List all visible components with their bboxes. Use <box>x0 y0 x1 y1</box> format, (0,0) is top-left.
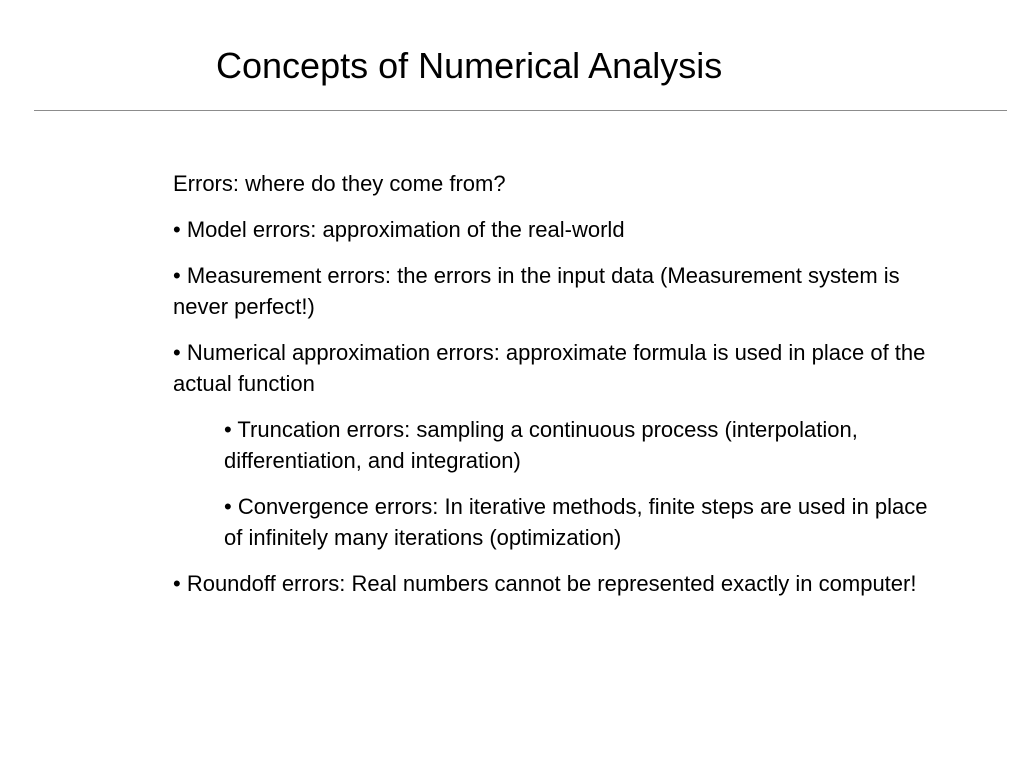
bullet-numerical-approximation-errors: • Numerical approximation errors: approximate formula is used in place of the actual function <box>173 340 926 396</box>
intro-text: Errors: where do they come from? <box>173 171 506 196</box>
bullet-model-errors: • Model errors: approximation of the real-world <box>173 217 625 242</box>
subbullet-convergence-errors: • Convergence errors: In iterative methods, finite steps are used in place of infinitely many iterations (optimization) <box>224 494 928 550</box>
subbullet-truncation-errors: • Truncation errors: sampling a continuous process (interpolation, differentiation, and integration) <box>224 417 858 473</box>
slide-body <box>173 168 933 614</box>
bullet-measurement-errors: • Measurement errors: the errors in the input data (Measurement system is never perfect!) <box>173 263 900 319</box>
slide-title: Concepts of Numerical Analysis <box>216 45 723 86</box>
bullet-roundoff-errors: • Roundoff errors: Real numbers cannot be represented exactly in computer! <box>173 571 917 596</box>
title-divider <box>34 110 1007 111</box>
